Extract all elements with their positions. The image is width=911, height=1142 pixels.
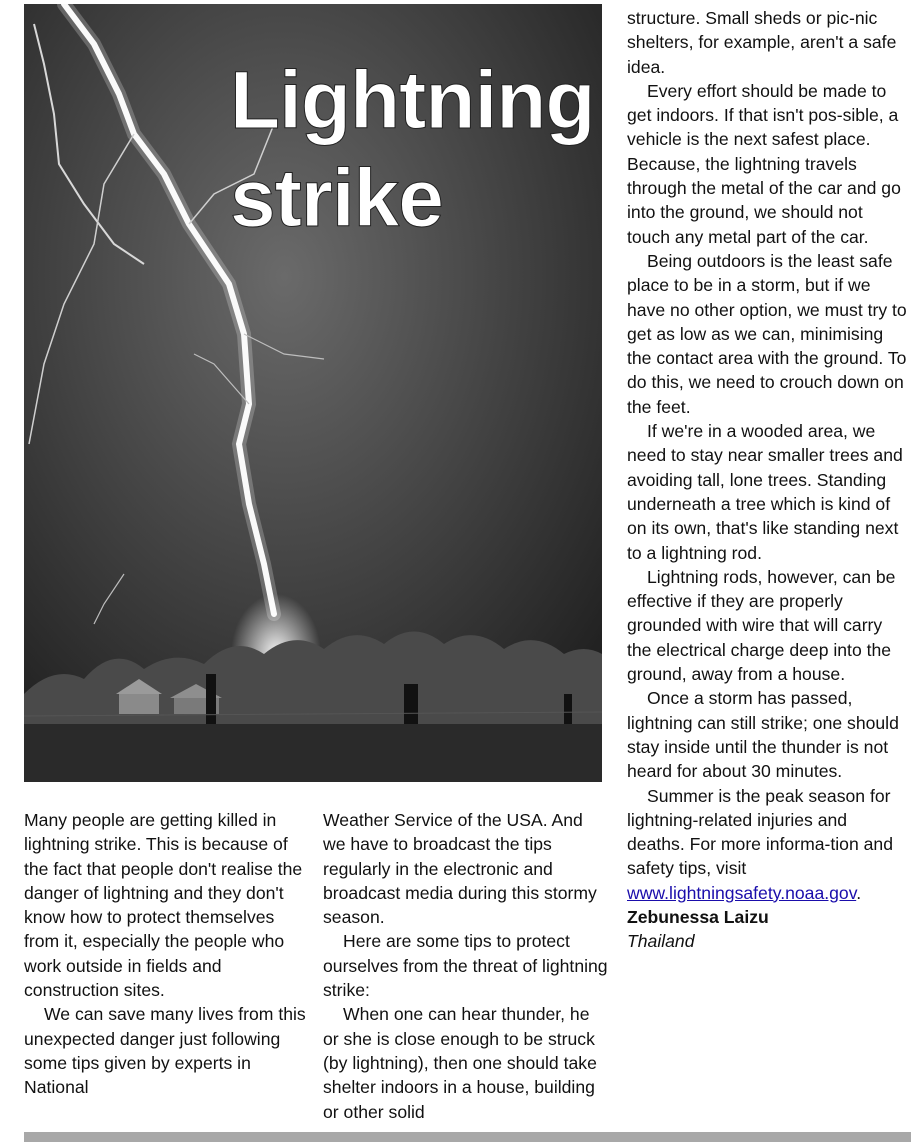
paragraph: Once a storm has passed, lightning can still strike; one should stay inside until the thunder is not heard for about 30 minutes. — [627, 688, 899, 782]
paragraph: Lightning rods, however, can be effective if they are properly grounded with wire that will carry the electrical charge deep into the ground, away from a house. — [627, 566, 896, 685]
headline-line-2: strike — [230, 153, 443, 244]
article-headline — [230, 52, 594, 248]
paragraph: Weather Service of the USA. And we have to broadcast the tips regularly in the electronic and broadcast media during this stormy season. — [323, 810, 597, 928]
paragraph: We can save many lives from this unexpected danger just following some tips given by experts in National — [24, 1004, 306, 1098]
paragraph-with-link — [627, 784, 909, 905]
paragraph: Here are some tips to protect ourselves from the threat of lightning strike: — [323, 931, 608, 1001]
paragraph: When one can hear thunder, he or she is close enough to be struck (by lightning), then one should take shelter indoors in a house, building or other solid — [323, 1004, 597, 1122]
paragraph: Being outdoors is the least safe place to be in a storm, but if we have no other option, we must try to get as low as we can, minimising the contact area with the ground. To do this, we need to crouch down on the feet. — [627, 250, 907, 417]
text-column-left — [24, 808, 310, 1100]
footer-divider — [24, 1132, 911, 1142]
headline-line-1: Lightning — [230, 55, 595, 146]
text-column-middle — [323, 808, 608, 1124]
paragraph: Every effort should be made to get indoors. If that isn't pos-sible, a vehicle is the next safest place. Because, the lightning travels through the metal of the car and go into the ground, we should not touch any metal part of the car. — [627, 80, 901, 247]
lightning-photo — [24, 4, 602, 782]
paragraph: structure. Small sheds or pic-nic shelters, for example, aren't a safe idea. — [627, 8, 897, 77]
text-column-right — [627, 6, 909, 954]
paragraph: If we're in a wooded area, we need to stay near smaller trees and avoiding tall, lone trees. Standing underneath a tree which is kind of on its own, that's like standing next to a lightning rod. — [627, 421, 903, 563]
paragraph: Many people are getting killed in lightning strike. This is because of the fact that people don't realise the danger of lightning and they don't know how to protect themselves from it, especially the people who work outside in fields and construction sites. — [24, 810, 303, 1001]
paragraph-text: Summer is the peak season for lightning-related injuries and deaths. For more informa-tion and safety tips, visit — [627, 785, 893, 879]
link-suffix: . — [856, 882, 862, 903]
author-name: Zebunessa Laizu — [627, 906, 769, 927]
lightningsafety-link[interactable]: www.lightningsafety.noaa.gov — [627, 882, 857, 903]
author-location: Thailand — [627, 931, 695, 952]
